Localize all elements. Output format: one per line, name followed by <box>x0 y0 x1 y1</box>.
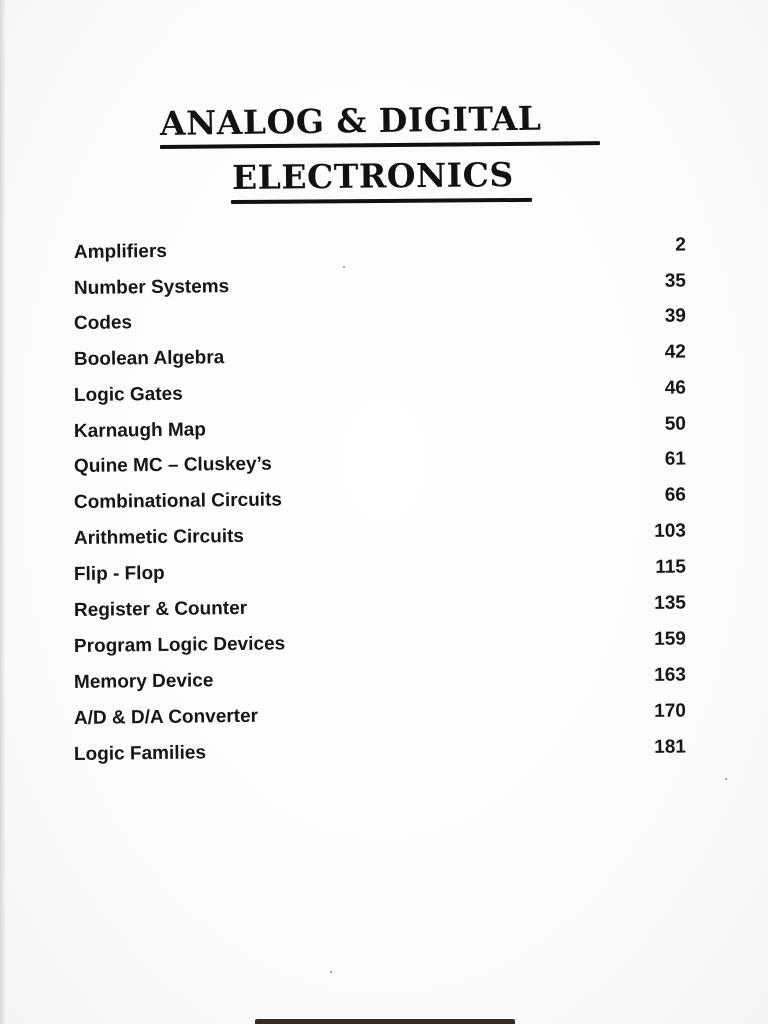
paper-speck <box>343 266 345 268</box>
toc-row <box>74 235 686 268</box>
toc-entry-page: 170 <box>654 700 687 722</box>
toc-entry-page: 66 <box>664 484 687 506</box>
toc-row <box>74 271 686 304</box>
toc-entry-page: 42 <box>664 341 687 363</box>
title-line-1: ANALOG & DIGITAL <box>159 98 542 143</box>
toc-entry-label: Karnaugh Map <box>73 419 207 442</box>
toc-entry-label: Program Logic Devices <box>73 633 286 657</box>
toc-entry-page: 135 <box>654 592 687 614</box>
toc-entry-label: Arithmetic Circuits <box>73 525 245 549</box>
toc-row <box>74 629 686 662</box>
toc-entry-label: Logic Gates <box>73 383 183 406</box>
toc-entry-page: 35 <box>664 270 687 292</box>
toc-entry-page: 2 <box>675 234 687 256</box>
toc-entry-page: 61 <box>664 448 687 470</box>
title-line-2: ELECTRONICS <box>231 155 514 197</box>
toc-entry-page: 163 <box>654 664 687 686</box>
toc-entry-label: A/D & D/A Converter <box>73 705 259 729</box>
toc-row <box>74 665 686 698</box>
toc-entry-label: Logic Families <box>73 742 207 765</box>
toc-row <box>74 485 686 518</box>
toc-entry-page: 103 <box>654 520 687 542</box>
toc-row <box>74 557 686 590</box>
paper-speck <box>725 778 727 780</box>
toc-row <box>74 378 686 411</box>
toc-row <box>74 737 686 770</box>
toc-entry-label: Register & Counter <box>73 597 248 621</box>
toc-row <box>74 306 686 339</box>
toc-entry-label: Boolean Algebra <box>73 347 225 370</box>
toc-row <box>74 449 686 482</box>
toc-entry-page: 46 <box>664 377 687 399</box>
toc-row <box>74 521 686 554</box>
toc-entry-label: Number Systems <box>73 276 230 299</box>
toc-entry-page: 115 <box>655 556 687 578</box>
toc-row <box>74 701 686 734</box>
toc-entry-label: Combinational Circuits <box>73 489 283 513</box>
toc-row <box>74 593 686 626</box>
toc-entry-label: Flip - Flop <box>73 562 165 585</box>
toc-entry-label: Quine MC – Cluskey’s <box>73 453 272 477</box>
page-bottom-edge <box>255 1019 515 1024</box>
toc-entry-label: Memory Device <box>73 670 214 693</box>
toc-entry-page: 181 <box>654 736 687 758</box>
toc-entry-label: Codes <box>73 312 133 334</box>
toc-entry-label: Amplifiers <box>73 240 168 263</box>
toc-row <box>74 342 686 375</box>
toc-entry-page: 50 <box>664 413 687 435</box>
toc-entry-page: 39 <box>664 305 687 327</box>
paper-speck <box>330 971 332 973</box>
toc-row <box>74 414 686 447</box>
toc-entry-page: 159 <box>654 628 687 650</box>
